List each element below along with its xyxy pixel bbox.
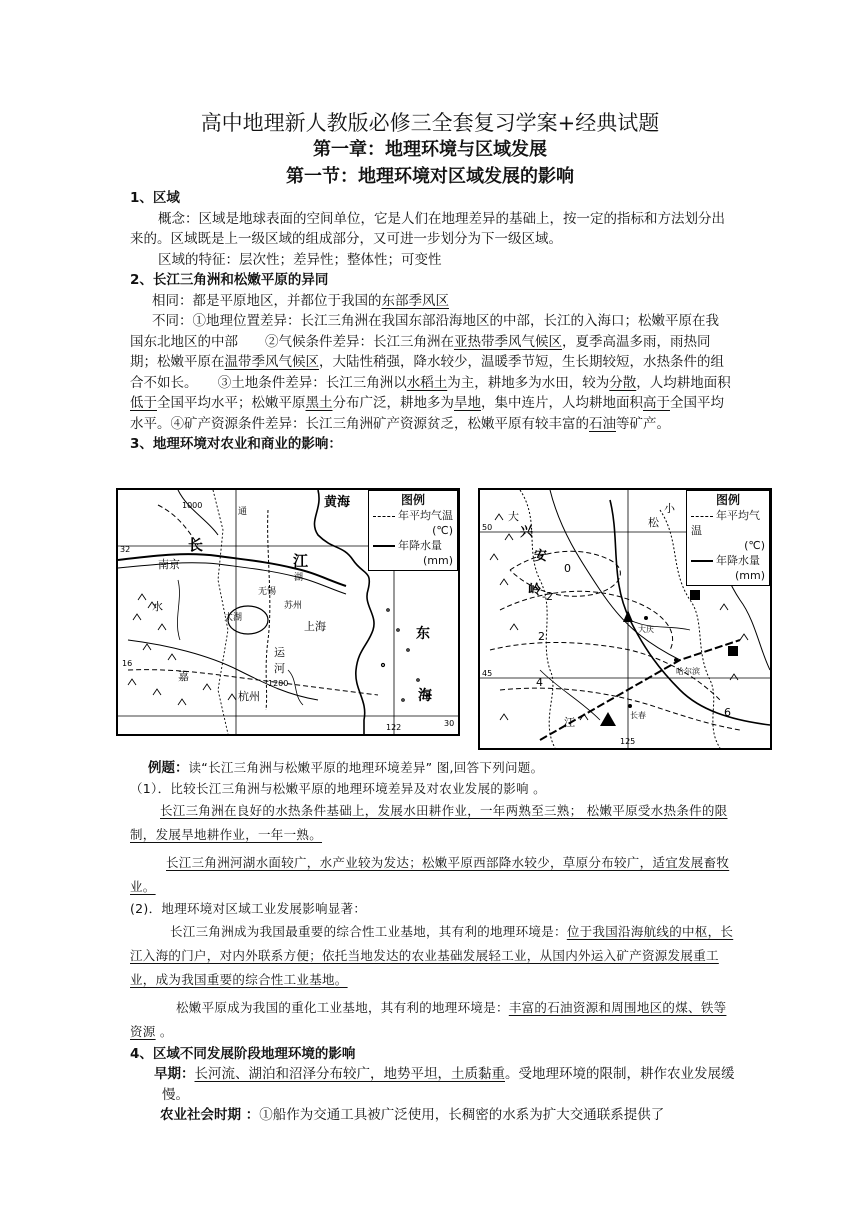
label-suzhou: 苏州 (284, 601, 303, 611)
section-title: 第一节：地理环境对区域发展的影响 (286, 166, 574, 187)
question-1: （1）．比较长江三角洲与松嫩平原的地理环境差异及对农业发展的影响 。 (130, 780, 546, 796)
label-changchun: 长春 (630, 711, 646, 720)
legend-right-title: 图例 (715, 493, 740, 507)
legend-left-rain: 年降水量 (373, 538, 453, 553)
label-yellow-sea: 黄海 (324, 495, 351, 510)
label-shui: 水 (152, 600, 163, 613)
dashed-line-icon (691, 516, 713, 517)
label-jia: 嘉 (178, 670, 189, 683)
legend-right-rain: 年降水量 (691, 553, 765, 568)
legend-right-temp-unit: (℃) (744, 539, 765, 552)
label-ling: 岭 (528, 583, 542, 598)
label-1000: 1000 (182, 501, 203, 510)
label-east: 东 (416, 626, 430, 642)
solid-line-icon (691, 560, 713, 562)
legend-right-rain-unit: (mm) (734, 569, 765, 582)
label-tong: 通 (238, 507, 248, 517)
label-1200: 1200 (268, 679, 289, 688)
label-an: 安 (534, 549, 548, 564)
chapter-title: 第一章：地理环境与区域发展 (313, 139, 547, 160)
map-yangtze-delta (116, 488, 460, 736)
monsoon-region: 东部季风区 (381, 292, 449, 309)
label-shanghai: 上海 (304, 620, 326, 633)
label-minus2: -2 (542, 590, 553, 603)
heading-stages: 4、区域不同发展阶段地理环境的影响 (130, 1045, 356, 1062)
label-16: 16 (122, 659, 133, 668)
answer-2a: 长江三角洲成为我国最重要的综合性工业基地，其有利的地理环境是：位于我国沿海航线的中枢，长江入海的门户，对内外联系方便；依托当地发达的农业基础发展轻工业，从国内外运入矿产资源发展重工业，成为我国重要的综合性工业基地。 (130, 923, 734, 987)
label-50: 50 (482, 523, 493, 532)
label-da: 大 (508, 510, 519, 523)
label-yun: 运 (274, 646, 285, 659)
label-xing: 兴 (520, 525, 534, 540)
stage-agricultural: 农业社会时期 ：①船作为交通工具被广泛使用，长稠密的水系为扩大交通联系提供了 (160, 1107, 665, 1123)
legend-left-temp-unit: (℃) (432, 524, 453, 537)
legend-left-rain-unit: (mm) (422, 554, 453, 567)
iron-square-icon (728, 646, 738, 656)
dashed-line-icon (373, 516, 395, 517)
label-30: 30 (444, 719, 455, 728)
label-4: 4 (536, 676, 543, 689)
example-intro: 例题：读“长江三角洲与松嫩平原的地理环境差异” 图,回答下列问题。 (148, 760, 544, 776)
oil-triangle-icon (623, 610, 633, 622)
mountain-triangle-icon (600, 712, 616, 726)
answer-1a: 长江三角洲在良好的水热条件基础上，发展水田耕作业，一年两熟至三熟； 松嫩平原受水热条件的限制，发展旱地耕作业，一年一熟。 (130, 803, 728, 842)
label-hangzhou: 杭州 (238, 690, 260, 703)
label-2: 2 (538, 630, 545, 643)
label-harbin: 哈尔滨 (676, 667, 700, 676)
heading-region: 1、区域 (130, 190, 180, 206)
label-32: 32 (120, 545, 131, 554)
label-he: 河 (274, 662, 285, 675)
solid-line-icon (373, 545, 395, 547)
intro-block (130, 188, 732, 455)
label-chang: 长 (188, 536, 204, 554)
comparison-same: 相同：都是平原地区，并都位于我国的东部季风区 (152, 292, 449, 309)
answer-1b: 长江三角洲河湖水面较广，水产业较为发达；松嫩平原西部降水较少，草原分布较广，适宜发展畜牧业。 (130, 855, 730, 894)
coal-square-icon (690, 590, 700, 600)
label-hu: 湖 (294, 573, 304, 583)
question-2: (2)．地理环境对区域工业发展影响显著： (130, 901, 367, 916)
region-features: 区域的特征：层次性；差异性；整体性；可变性 (158, 251, 442, 268)
heading-agriculture: 3、地理环境对农业和商业的影响： (130, 436, 342, 452)
legend-right (686, 490, 770, 586)
heading-comparison: 2、长江三角洲和松嫩平原的异同 (130, 272, 329, 288)
label-daqing: 大庆 (638, 625, 654, 634)
map-songnen-plain (478, 488, 772, 750)
label-jiang: 江 (293, 552, 309, 570)
answer-2b: 松嫩平原成为我国的重化工业基地，其有利的地理环境是：丰富的石油资源和周围地区的煤、铁等资源 。 (130, 999, 727, 1039)
label-xiao: 小 (664, 502, 675, 515)
label-taihu: 太湖 (224, 613, 243, 623)
legend-left (368, 490, 458, 571)
comparison-differences: 不同：①地理位置差异：长江三角洲在我国东部沿海地区的中部，长江的入海口；松嫩平原在我国东北地区的中部 ②气候条件差异：长江三角洲在亚热带季风气候区，夏季高温多雨，雨热同期；松嫩平原在温带季风气候区，大陆性稍强，降水较少，温暖季节短，生长期较短，水热条件的组合不如长。 ③土地条件差异：长江三角洲以水稻土为主，耕地多为水田，较为分散，人均耕地面积低于全国平均水平；松嫩平原黑土分布广泛，耕地多为旱地，集中连片，人均耕地面积高于全国平均水平。④矿产资源条件差异：长江三角洲矿产资源贫乏，松嫩平原有较丰富的石油等矿产。 (130, 313, 731, 432)
label-122: 122 (386, 723, 402, 732)
region-concept: 概念：区域是地球表面的空间单位，它是人们在地理差异的基础上，按一定的指标和方法划分出来的。区域既是上一级区域的组成部分，又可进一步划分为下一级区域。 (130, 210, 725, 247)
stage-early: 早期：长河流、湖泊和沼泽分布较广，地势平坦，土质黏重。受地理环境的限制，耕作农业发展缓慢。 (154, 1066, 735, 1103)
example-block (130, 758, 736, 1126)
document-title: 高中地理新人教版必修三全套复习学案+经典试题 (200, 111, 660, 135)
legend-left-title: 图例 (400, 493, 425, 507)
label-0: 0 (564, 562, 571, 575)
label-song: 松 (648, 516, 659, 529)
label-45: 45 (482, 669, 493, 678)
label-6: 6 (724, 706, 731, 719)
label-125: 125 (620, 737, 636, 746)
label-sea: 海 (418, 688, 432, 704)
legend-left-temp: 年平均气温 (373, 508, 453, 523)
label-nanjing: 南京 (158, 558, 180, 571)
label-wuxi: 无锡 (258, 587, 277, 597)
label-jiang-r: 江 (564, 716, 575, 729)
legend-right-temp: 年平均气温 (691, 509, 760, 537)
